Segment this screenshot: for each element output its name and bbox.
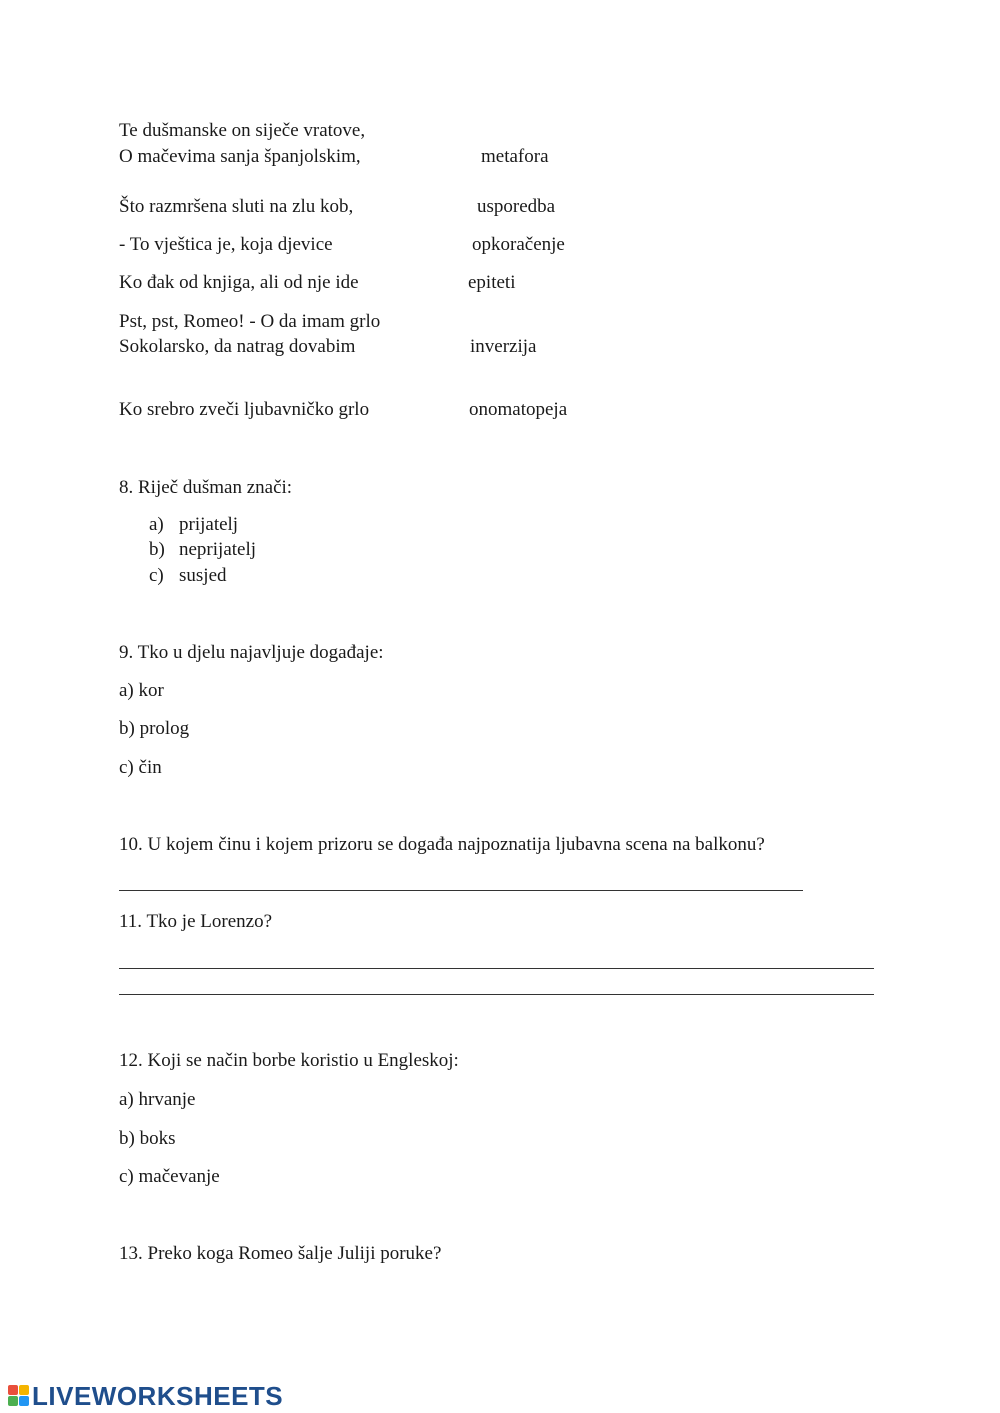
logo-text: LIVEWORKSHEETS [32, 1380, 284, 1411]
q9-option-b[interactable]: b) prolog [119, 718, 190, 739]
logo-cubes-icon [8, 1385, 30, 1407]
q12-option-b[interactable]: b) boks [119, 1128, 176, 1149]
figure-label[interactable]: metafora [481, 146, 549, 167]
q8-option-b[interactable]: neprijatelj [179, 539, 257, 560]
verse-line-1: Te dušmanske on siječe vratove, [119, 120, 366, 141]
logo-cube [19, 1396, 29, 1406]
q8-option-letter: c) [149, 565, 164, 586]
question-11: 11. Tko je Lorenzo? [119, 911, 273, 932]
verse-line-7: Sokolarsko, da natrag dovabim [119, 336, 356, 357]
q12-option-a[interactable]: a) hrvanje [119, 1089, 196, 1110]
figure-label[interactable]: opkoračenje [472, 234, 565, 255]
figure-label[interactable]: onomatopeja [469, 399, 568, 420]
q8-option-letter: a) [149, 514, 164, 535]
verse-line-5: Ko đak od knjiga, ali od nje ide [119, 272, 359, 293]
verse-line-3: Što razmršena sluti na zlu kob, [119, 196, 354, 217]
q8-option-a[interactable]: prijatelj [179, 514, 239, 535]
figure-label[interactable]: epiteti [468, 272, 516, 293]
verse-line-2: O mačevima sanja španjolskim, [119, 146, 361, 167]
answer-line-q11-2[interactable] [119, 994, 874, 995]
q9-option-c[interactable]: c) čin [119, 757, 162, 778]
question-9: 9. Tko u djelu najavljuje događaje: [119, 642, 384, 663]
liveworksheets-logo [8, 1382, 283, 1410]
logo-cube [8, 1396, 18, 1406]
verse-line-6: Pst, pst, Romeo! - O da imam grlo [119, 311, 381, 332]
logo-cube [8, 1385, 18, 1395]
verse-line-4: - To vještica je, koja djevice [119, 234, 333, 255]
figure-label[interactable]: usporedba [477, 196, 556, 217]
verse-line-8: Ko srebro zveči ljubavničko grlo [119, 399, 370, 420]
q9-option-a[interactable]: a) kor [119, 680, 164, 701]
answer-line-q10[interactable] [119, 890, 803, 891]
question-8: 8. Riječ dušman znači: [119, 477, 293, 498]
question-10: 10. U kojem činu i kojem prizoru se događa najpoznatija ljubavna scena na balkonu? [119, 834, 765, 855]
q8-option-c[interactable]: susjed [179, 565, 227, 586]
figure-label[interactable]: inverzija [470, 336, 537, 357]
question-12: 12. Koji se način borbe koristio u Engleskoj: [119, 1050, 459, 1071]
q12-option-c[interactable]: c) mačevanje [119, 1166, 220, 1187]
logo-cube [19, 1385, 29, 1395]
question-13: 13. Preko koga Romeo šalje Juliji poruke? [119, 1243, 442, 1264]
answer-line-q11-1[interactable] [119, 968, 874, 969]
q8-option-letter: b) [149, 539, 165, 560]
